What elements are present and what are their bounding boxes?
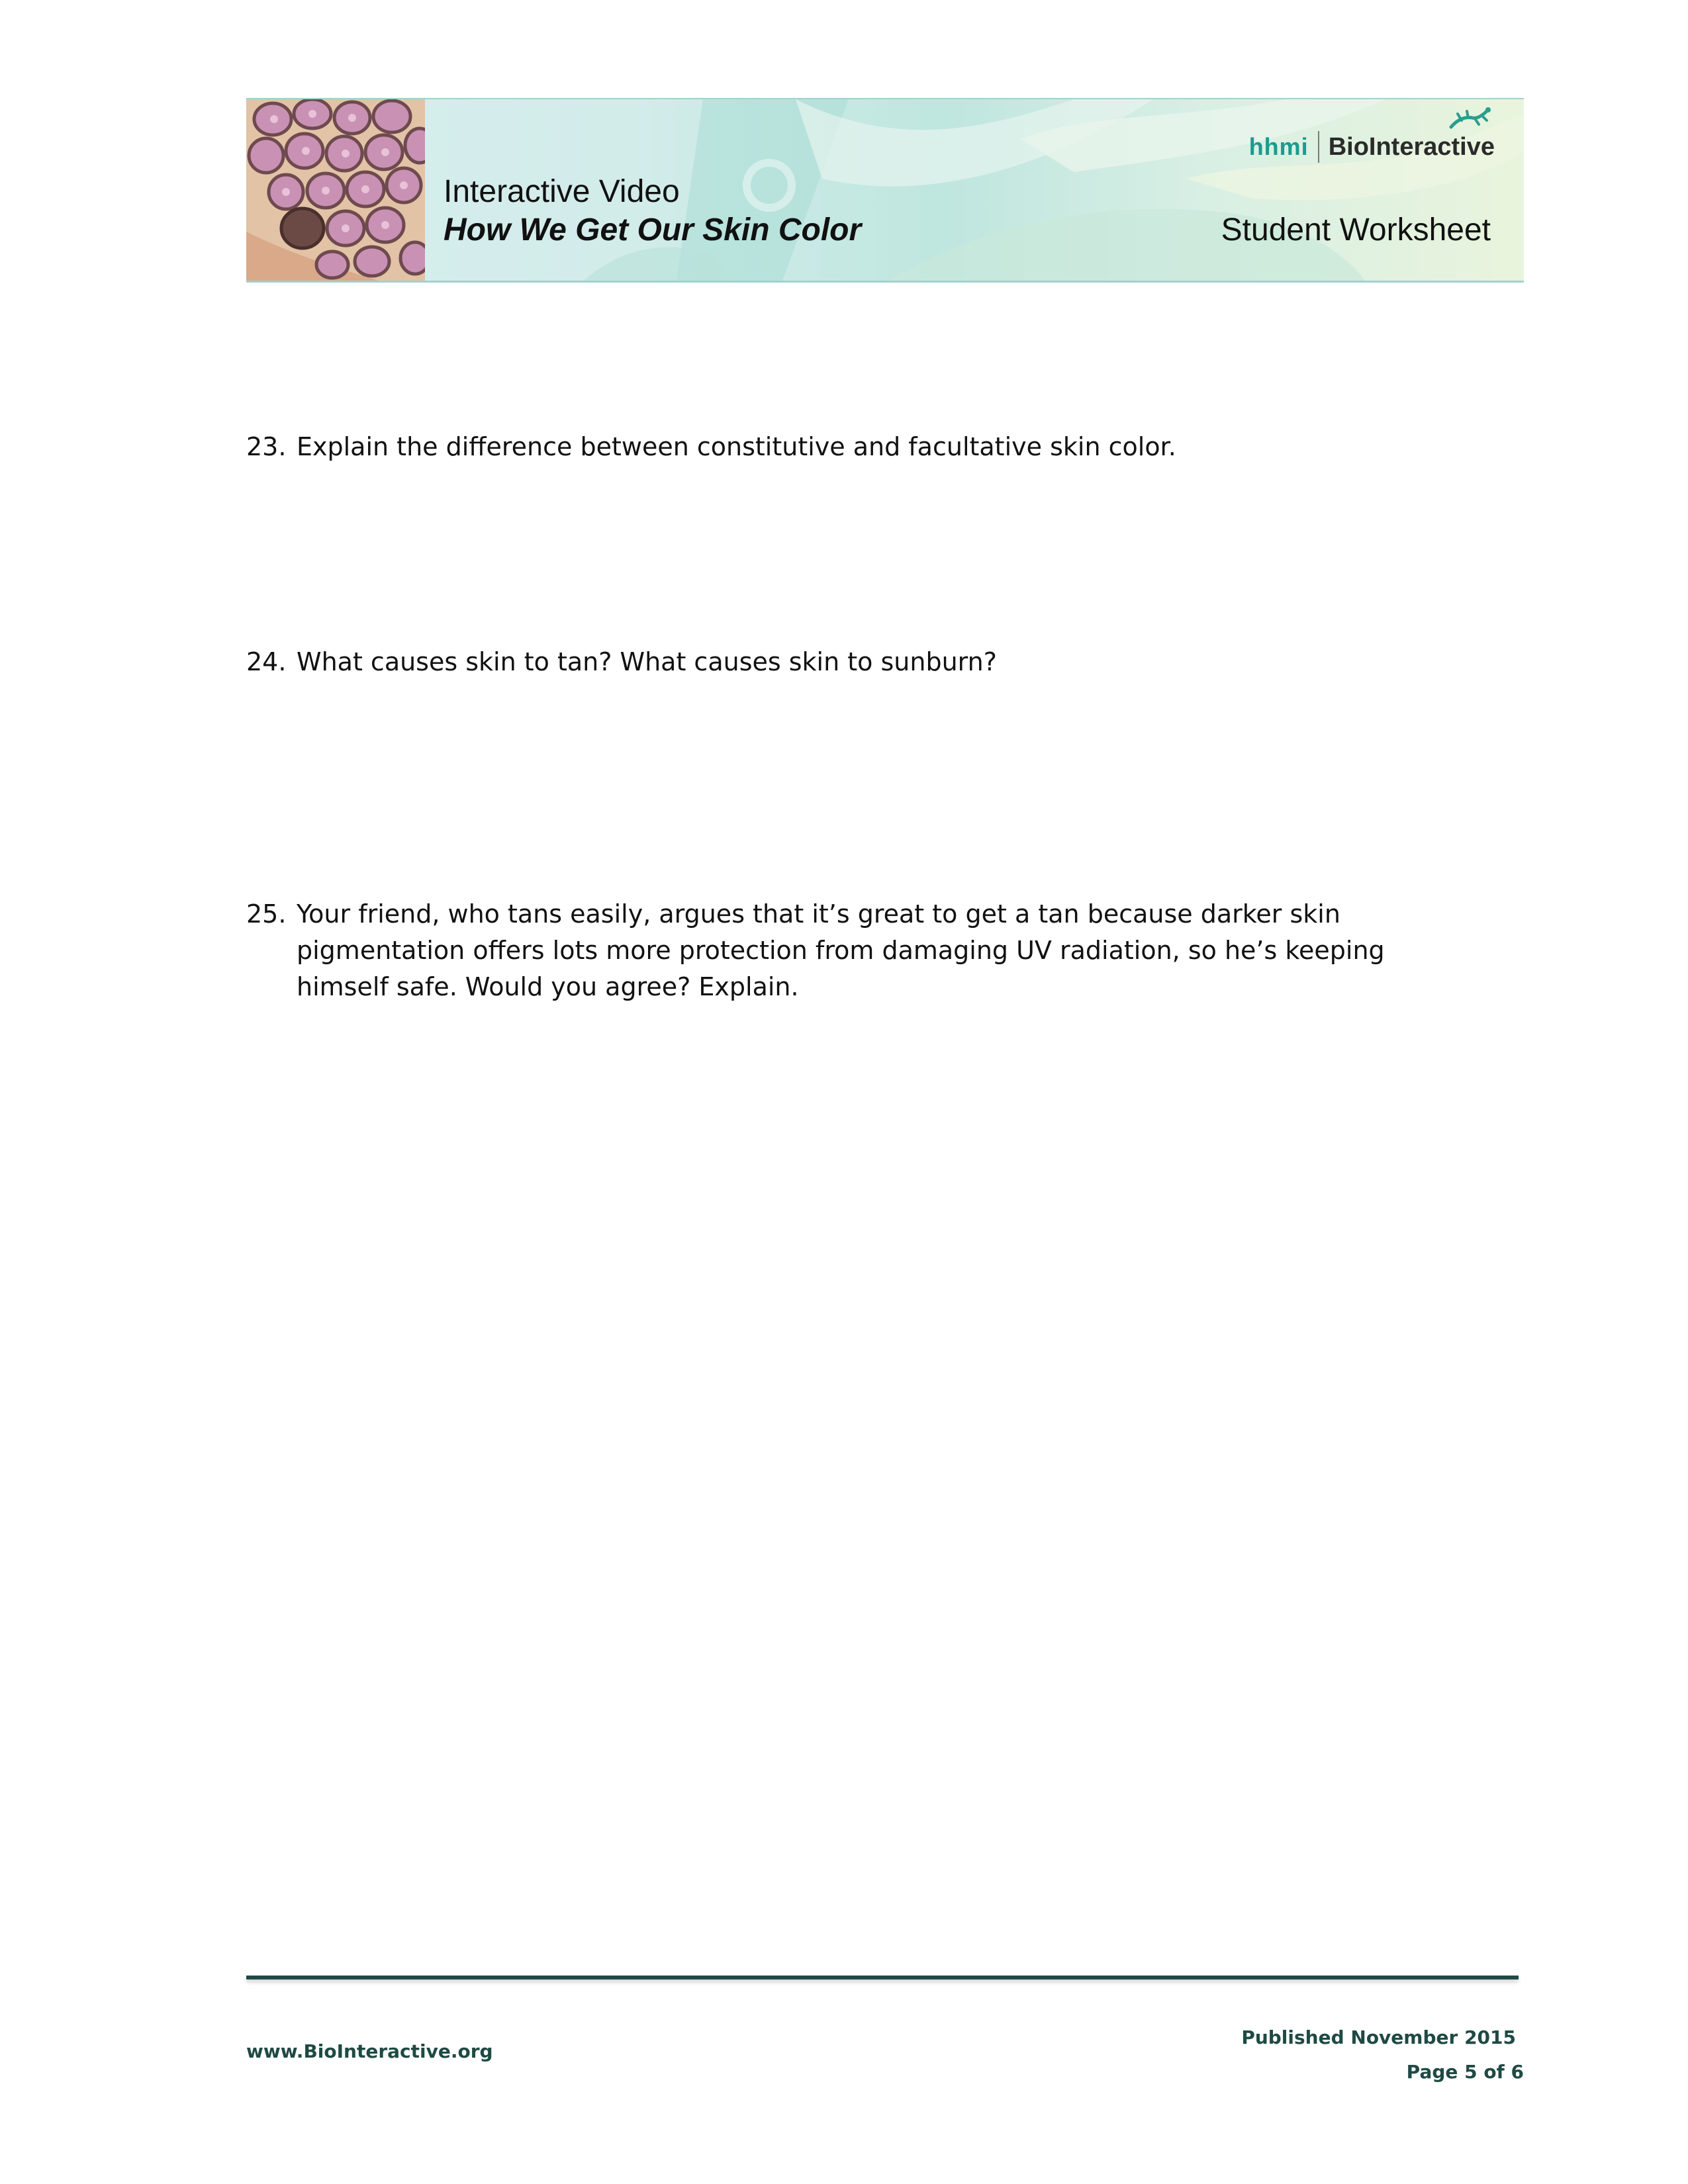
skin-cells-image (246, 99, 425, 281)
footer-website-link[interactable]: www.BioInteractive.org (246, 2040, 493, 2062)
question-line: What causes skin to tan? What causes skin to sunburn? (297, 647, 997, 676)
question-number: 25. (246, 899, 287, 929)
brand-divider (1318, 131, 1319, 163)
header-banner (246, 98, 1524, 283)
question-number: 24. (246, 647, 287, 676)
biointeractive-wordmark: BioInteractive (1328, 132, 1495, 161)
footer-divider (246, 1976, 1519, 1979)
brand-logo (1249, 127, 1495, 167)
footer-page-number: Page 5 of 6 (1406, 2061, 1524, 2083)
question-text (297, 644, 1501, 680)
question-text (297, 429, 1501, 465)
footer-published-date: Published November 2015 (1241, 2026, 1516, 2048)
question-line: pigmentation offers lots more protection from damaging UV radiation, so he’s keeping (297, 936, 1385, 965)
video-title: How We Get Our Skin Color (444, 212, 862, 248)
question-line: Explain the difference between constitutive and facultative skin color. (297, 432, 1176, 461)
hhmi-wordmark: hhmi (1248, 133, 1309, 160)
question-text (297, 896, 1501, 1005)
video-type-label: Interactive Video (444, 174, 680, 209)
question-line: Your friend, who tans easily, argues that it’s great to get a tan because darker skin (297, 899, 1340, 929)
worksheet-label: Student Worksheet (1221, 212, 1491, 248)
question-number: 23. (246, 432, 287, 461)
question-line: himself safe. Would you agree? Explain. (297, 972, 799, 1001)
